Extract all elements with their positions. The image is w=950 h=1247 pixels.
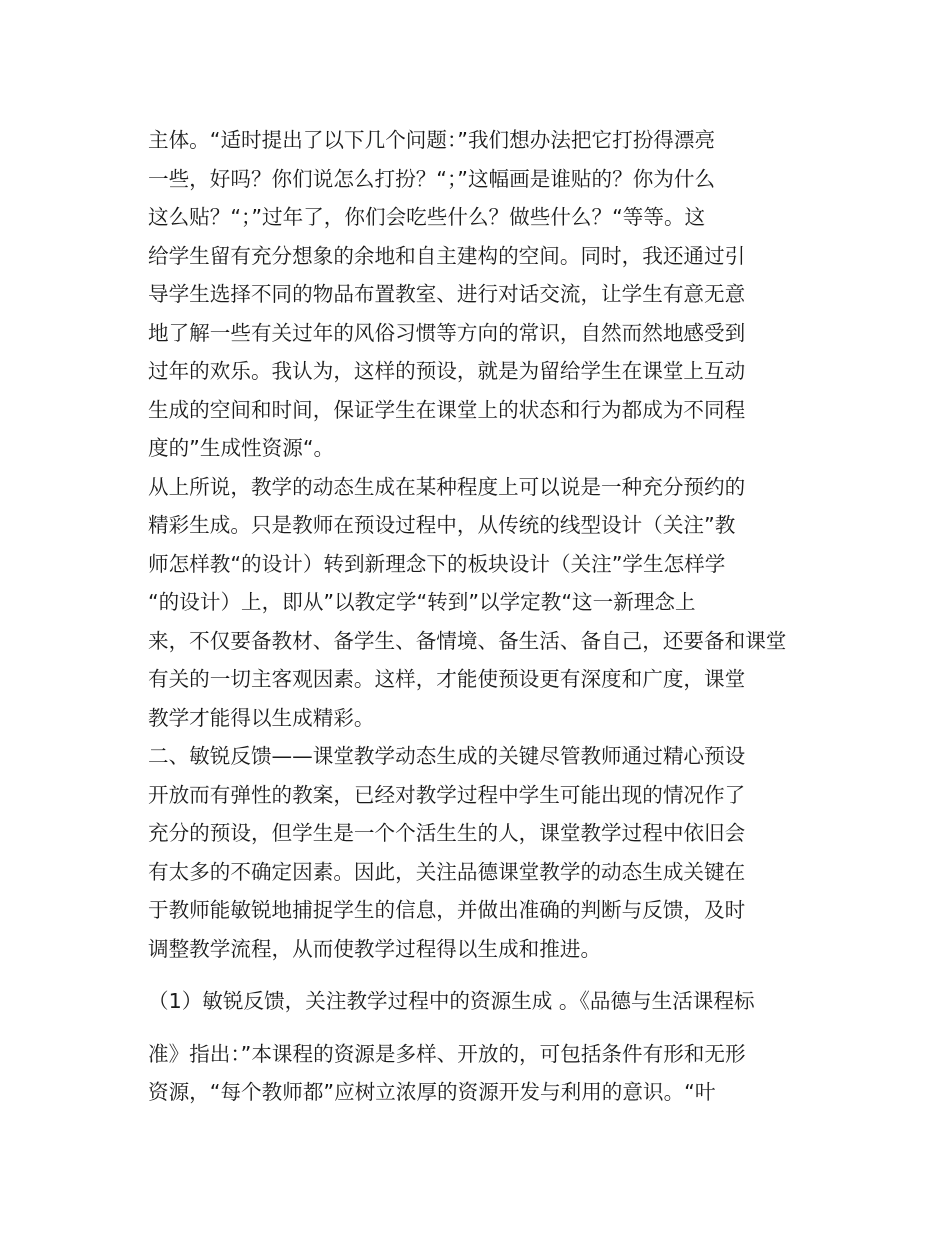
text-line: 准》指出：”本课程的资源是多样、开放的，可包括条件有形和无形 (148, 1041, 746, 1066)
paragraph (148, 737, 808, 968)
text-line: 有关的一切主客观因素。这样，才能使预设更有深度和广度，课堂 (148, 667, 746, 691)
text-line: 二、敏锐反馈——课堂教学动态生成的关键尽管教师通过精心预设 (148, 744, 746, 768)
paragraph (148, 121, 808, 468)
text-line: 主体。“适时提出了以下几个问题：”我们想办法把它打扮得漂亮 (148, 128, 716, 152)
text-line: 从上所说，教学的动态生成在某种程度上可以说是一种充分预约的 (148, 474, 746, 499)
text-line: 过年的欢乐。我认为，这样的预设，就是为留给学生在课堂上互动 (148, 359, 746, 383)
text-line: 教学才能得以生成精彩。 (148, 705, 375, 730)
text-line: 度的”生成性资源“。 (148, 436, 335, 460)
paragraph (148, 982, 808, 1021)
text-line: 有太多的不确定因素。因此，关注品德课堂教学的动态生成关键在 (148, 859, 746, 884)
document-body (148, 121, 808, 1112)
paragraph (148, 468, 808, 738)
text-line: 这么贴？“；”过年了，你们会吃些什么？做些什么？“等等。这 (148, 205, 706, 229)
text-line: 来，不仅要备教材、备学生、备情境、备生活、备自己，还要备和课堂 (148, 628, 787, 653)
text-line: 调整教学流程，从而使教学过程得以生成和推进。 (148, 936, 602, 961)
text-line: 给学生留有充分想象的余地和自主建构的空间。同时，我还通过引 (148, 243, 746, 268)
text-line: 开放而有弹性的教案，已经对教学过程中学生可能出现的情况作了 (148, 782, 746, 807)
paragraph (148, 1035, 808, 1112)
text-line: 地了解一些有关过年的风俗习惯等方向的常识，自然而然地感受到 (148, 320, 746, 345)
text-line: 精彩生成。只是教师在预设过程中，从传统的线型设计（关注”教 (148, 513, 736, 537)
text-line: 资源，“每个教师都”应树立浓厚的资源开发与利用的意识。“叶 (148, 1080, 716, 1104)
text-line: 师怎样教“的设计）转到新理念下的板块设计（关注”学生怎样学 (148, 551, 726, 576)
paragraph-gap (148, 1021, 808, 1035)
paragraph-gap (148, 968, 808, 982)
text-line: 充分的预设，但学生是一个个活生生的人，课堂教学过程中依旧会 (148, 821, 746, 845)
text-line: （1）敏锐反馈，关注教学过程中的资源生成 。《品德与生活课程标 (148, 989, 755, 1013)
text-line: “的设计）上，即从”以教定学“转到”以学定教“这一新理念上 (148, 590, 696, 614)
text-line: 于教师能敏锐地捕捉学生的信息，并做出准确的判断与反馈，及时 (148, 898, 746, 922)
text-line: 导学生选择不同的物品布置教室、进行对话交流，让学生有意无意 (148, 282, 746, 306)
text-line: 一些，好吗？你们说怎么打扮？“；”这幅画是谁贴的？你为什么 (148, 166, 716, 191)
text-line: 生成的空间和时间，保证学生在课堂上的状态和行为都成为不同程 (148, 397, 746, 422)
